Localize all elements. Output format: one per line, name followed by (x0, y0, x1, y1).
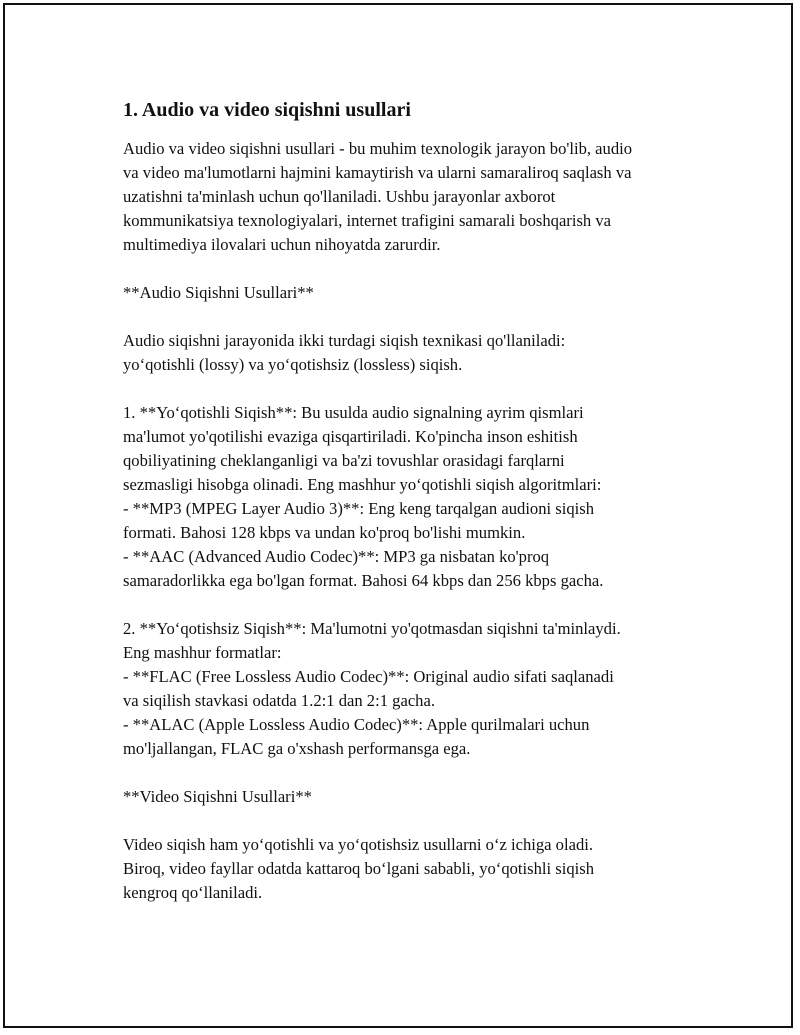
audio-intro-paragraph: Audio siqishni jarayonida ikki turdagi siqish texnikasi qo'llaniladi: yo‘qotishli (lossy) va yo‘qotishsiz (lossless) siqish. (123, 331, 566, 374)
lossless-audio-paragraph: 2. **Yo‘qotishsiz Siqish**: Ma'lumotni yo'qotmasdan siqishni ta'minlaydi. Eng mashhur formatlar: - **FLAC (Free Lossless Audio Codec)**: Original audio sifati saqlanadi va siqilish stavkasi odatda 1.2:1 dan 2:1 gacha. - **ALAC (Apple Lossless Audio Codec)**: Apple qurilmalari uchun mo'ljallangan, FLAC ga o'xshash performansga ega. (123, 619, 621, 758)
intro-paragraph: Audio va video siqishni usullari - bu muhim texnologik jarayon bo'lib, audio va video ma'lumotlarni hajmini kamaytirish va ularni samaraliroq saqlash va uzatishni ta'minlash uchun qo'llaniladi. Ushbu jarayonlar axborot kommunikatsiya texnologiyalari, internet trafigini samarali boshqarish va multimediya ilovalari uchun nihoyatda zarurdir. (123, 139, 633, 254)
document-title: 1. Audio va video siqishni usullari (123, 99, 411, 121)
document-body (123, 95, 703, 929)
audio-section-heading: **Audio Siqishni Usullari** (123, 283, 314, 302)
page-frame (3, 3, 793, 1028)
lossy-audio-paragraph: 1. **Yo‘qotishli Siqish**: Bu usulda audio signalning ayrim qismlari ma'lumot yo'qotilishi evaziga qisqartiriladi. Ko'pincha inson eshitish qobiliyatining cheklanganligi va ba'zi tovushlar orasidagi farqlarni sezmasligi hisobga olinadi. Eng mashhur yo‘qotishli siqish algoritmlari: - **MP3 (MPEG Layer Audio 3)**: Eng keng tarqalgan audioni siqish formati. Bahosi 128 kbps va undan ko'proq bo'lishi mumkin. - **AAC (Advanced Audio Codec)**: MP3 ga nisbatan ko'proq samaradorlikka ega bo'lgan format. Bahosi 64 kbps dan 256 kbps gacha. (123, 403, 604, 590)
video-section-heading: **Video Siqishni Usullari** (123, 787, 312, 806)
video-intro-paragraph: Video siqish ham yo‘qotishli va yo‘qotishsiz usullarni o‘z ichiga oladi. Biroq, video fayllar odatda kattaroq bo‘lgani sababli, yo‘qotishli siqish kengroq qo‘llaniladi. (123, 835, 594, 902)
